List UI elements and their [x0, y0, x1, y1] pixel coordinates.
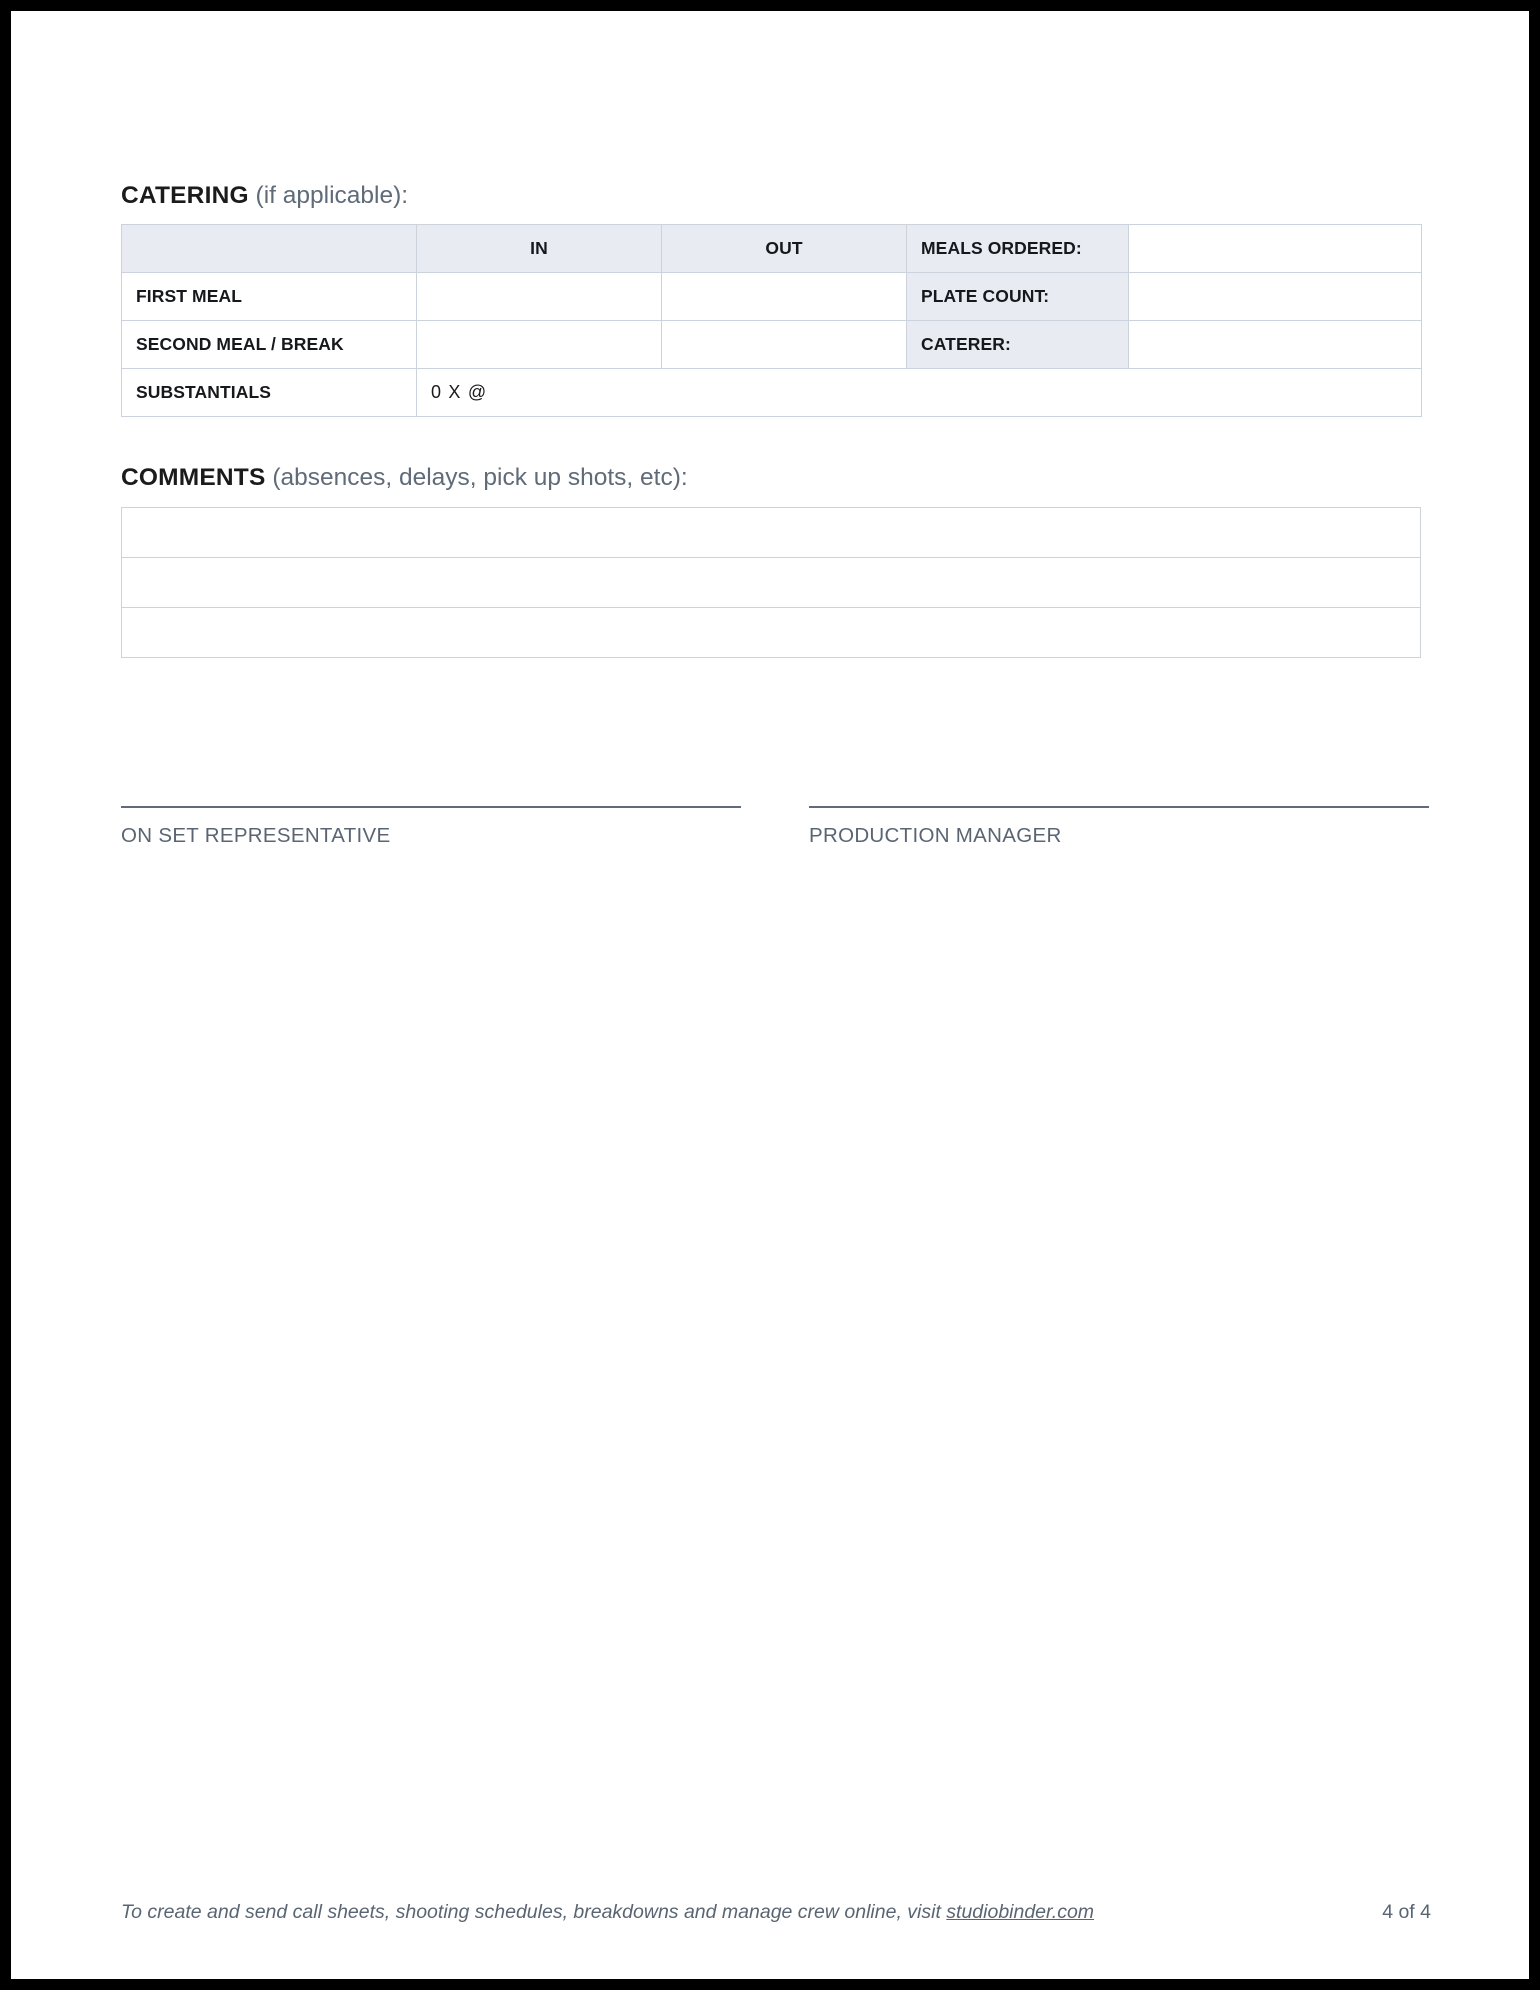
catering-heading-label: CATERING: [121, 182, 249, 209]
catering-heading-note: (if applicable):: [255, 182, 409, 209]
comments-line-2[interactable]: [122, 557, 1421, 607]
comments-line-1[interactable]: [122, 507, 1421, 557]
studiobinder-link[interactable]: studiobinder.com: [946, 1901, 1095, 1923]
catering-header-row: [122, 225, 1422, 273]
catering-first-meal-in[interactable]: [417, 273, 662, 321]
signature-label-on-set-representative: ON SET REPRESENTATIVE: [121, 824, 391, 847]
comments-section-heading: [121, 463, 1431, 492]
signature-line-on-set-representative[interactable]: [121, 806, 741, 808]
catering-row-label-second-meal: SECOND MEAL / BREAK: [122, 321, 417, 369]
catering-second-meal-in[interactable]: [417, 321, 662, 369]
catering-section-heading: [121, 181, 1431, 210]
footer-note-text: To create and send call sheets, shooting schedules, breakdowns and manage crew online, visit: [121, 1901, 947, 1923]
catering-second-meal-out[interactable]: [662, 321, 907, 369]
catering-first-meal-out[interactable]: [662, 273, 907, 321]
comments-heading-label: COMMENTS: [121, 464, 266, 492]
catering-label-meals-ordered: MEALS ORDERED:: [907, 225, 1129, 273]
catering-field-plate-count[interactable]: [1129, 273, 1422, 321]
catering-field-meals-ordered[interactable]: [1129, 225, 1422, 273]
catering-table: [121, 224, 1422, 417]
comments-heading-note: (absences, delays, pick up shots, etc):: [272, 464, 688, 492]
page-content: [121, 181, 1431, 658]
catering-field-caterer[interactable]: [1129, 321, 1422, 369]
catering-label-caterer: CATERER:: [907, 321, 1129, 369]
signature-block-production-manager: [809, 806, 1429, 848]
comments-row: [122, 507, 1421, 557]
catering-label-plate-count: PLATE COUNT:: [907, 273, 1129, 321]
comments-line-3[interactable]: [122, 607, 1421, 657]
document-page: [11, 11, 1529, 1979]
table-row: [122, 321, 1422, 369]
catering-row-label-first-meal: FIRST MEAL: [122, 273, 417, 321]
signature-line-production-manager[interactable]: [809, 806, 1429, 808]
catering-header-in: IN: [417, 225, 662, 273]
comments-row: [122, 557, 1421, 607]
signature-section: [121, 806, 1431, 848]
table-row: [122, 273, 1422, 321]
signature-label-production-manager: PRODUCTION MANAGER: [809, 824, 1062, 847]
catering-header-blank: [122, 225, 417, 273]
comments-section: [121, 463, 1431, 657]
page-number: 4 of 4: [1382, 1901, 1431, 1923]
comments-row: [122, 607, 1421, 657]
catering-row-label-substantials: SUBSTANTIALS: [122, 369, 417, 417]
signature-block-on-set-representative: [121, 806, 741, 848]
footer-note: [121, 1901, 1094, 1924]
table-row: [122, 369, 1422, 417]
comments-table: [121, 507, 1421, 658]
catering-header-out: OUT: [662, 225, 907, 273]
page-footer: [121, 1901, 1431, 1924]
catering-field-substantials[interactable]: 0 X @: [417, 369, 1422, 417]
